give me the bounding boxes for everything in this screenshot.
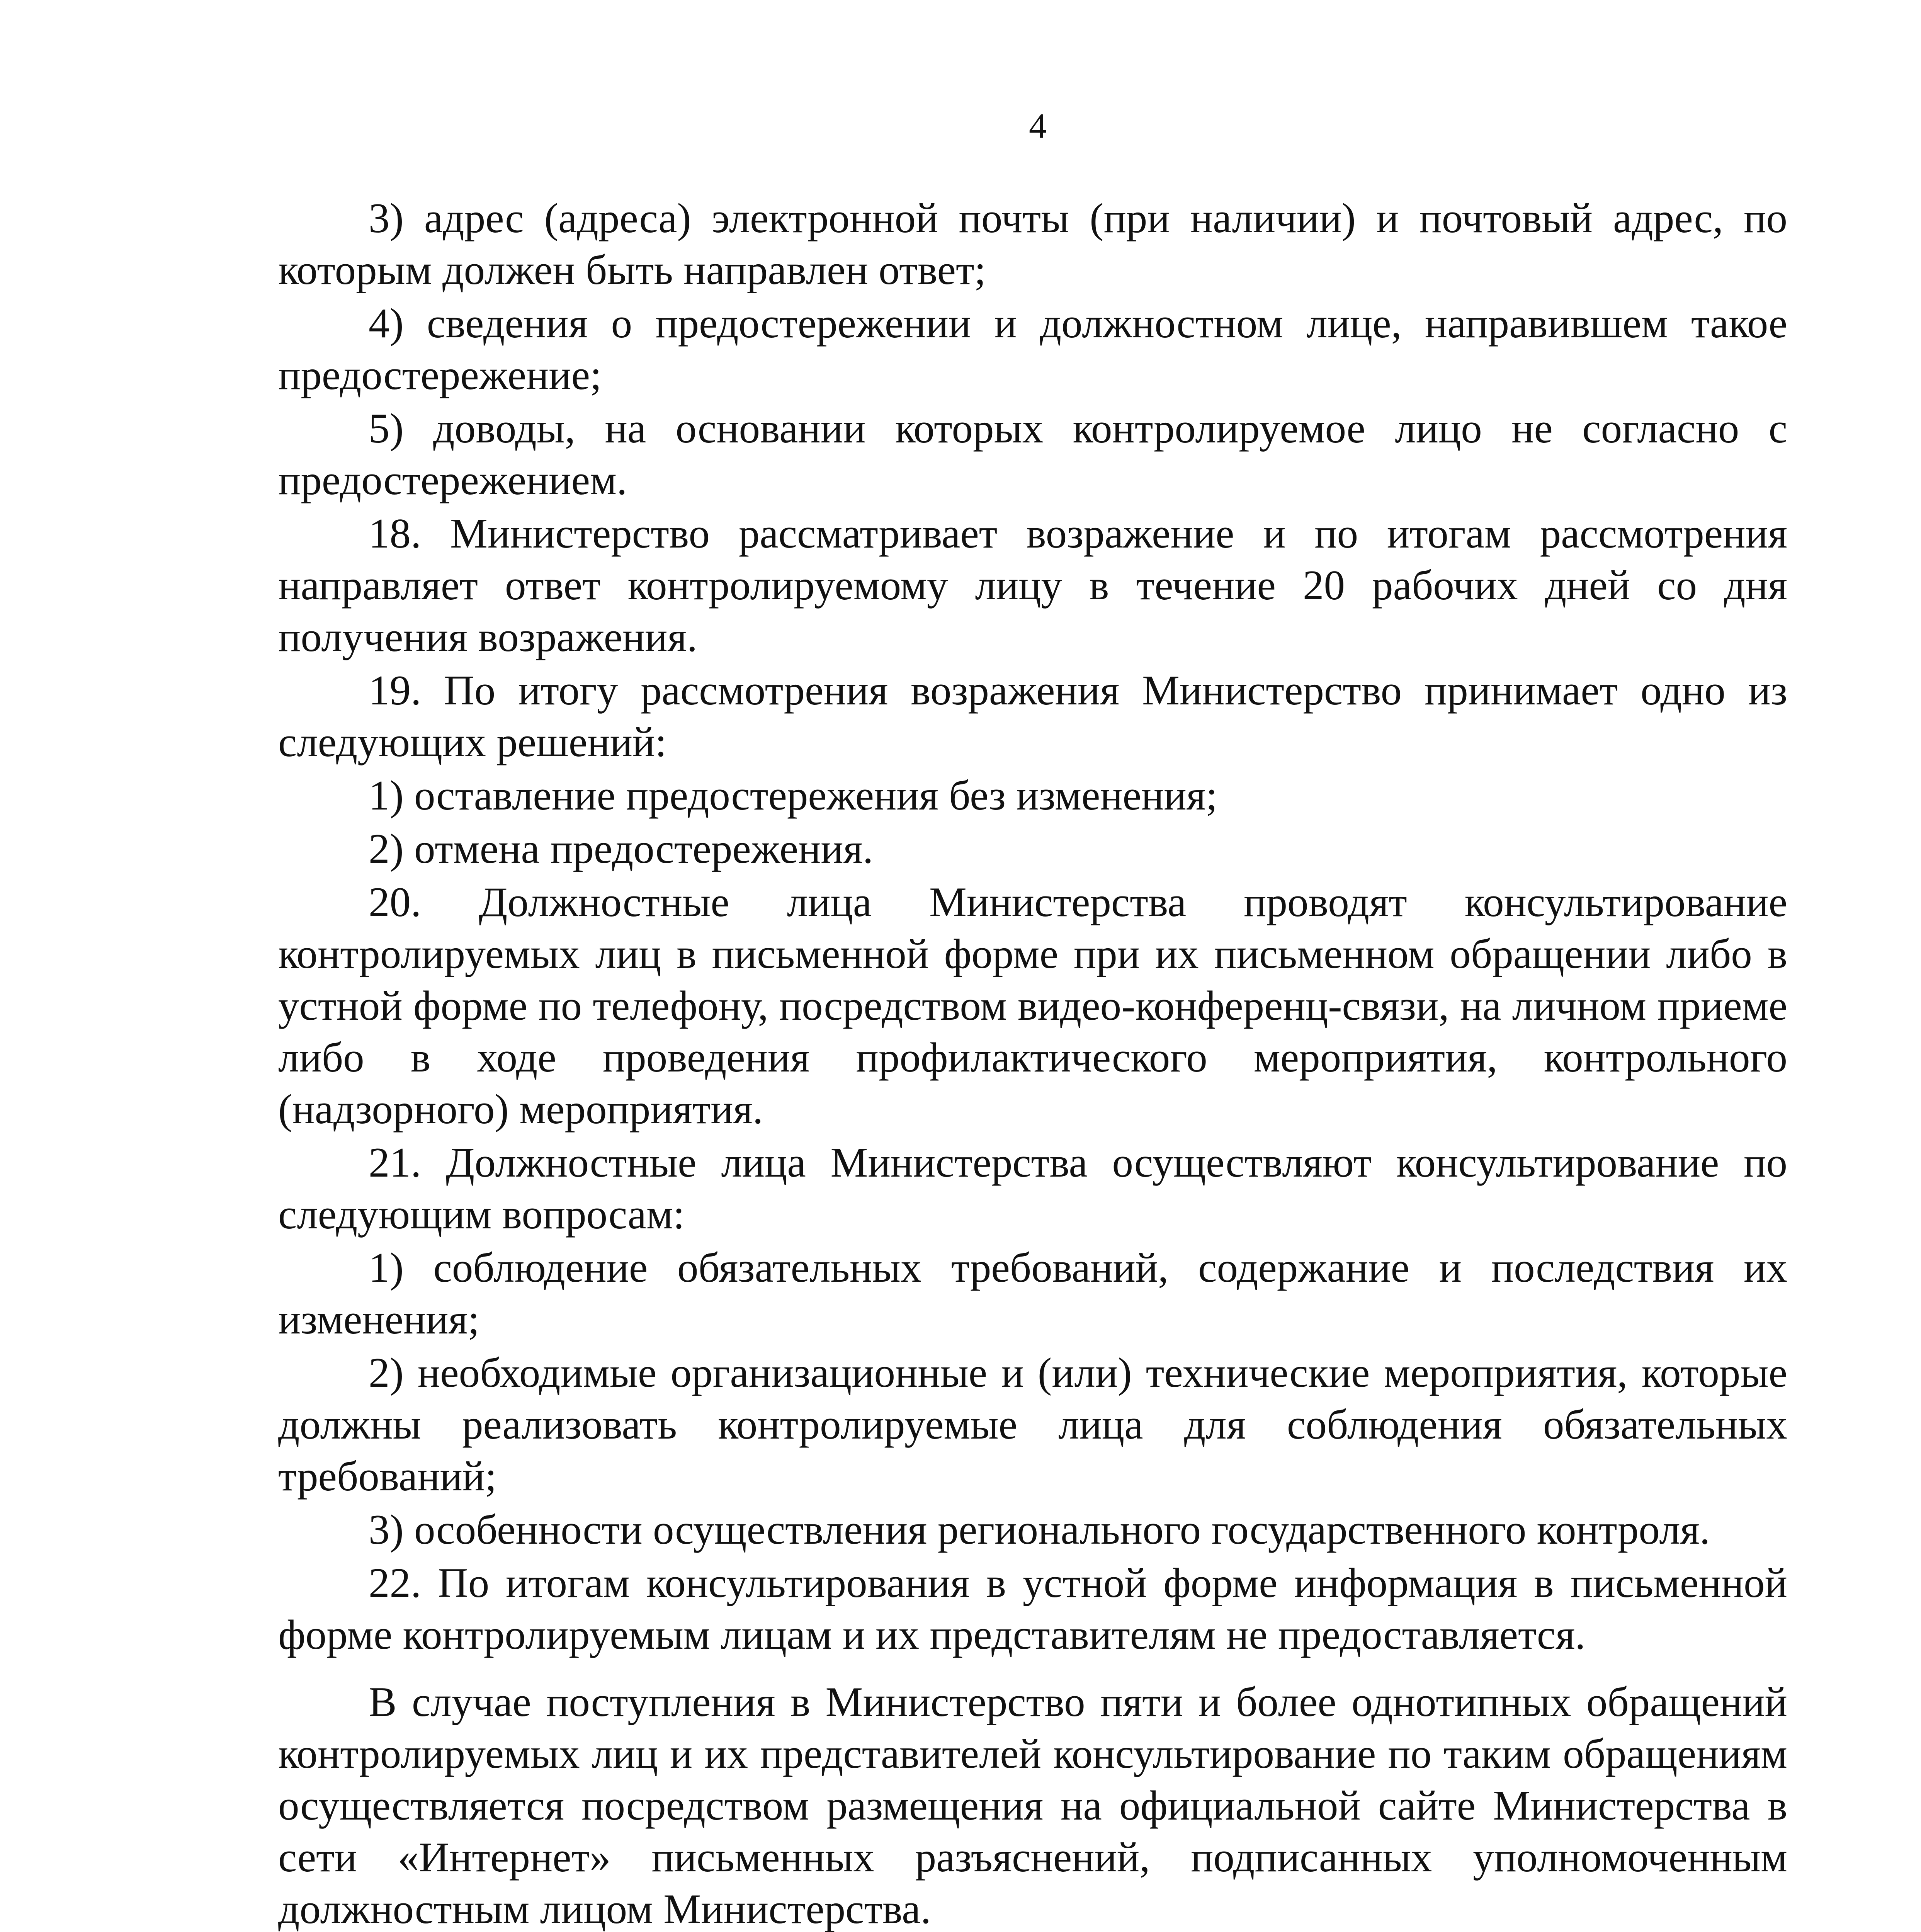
paragraph: В случае поступления в Министерство пяти и более однотипных обращений контролируемых лиц и их представителей консультирование по таким обращениям осуществляется посредством размещения на официальной сайте Министерства в сети «Интернет» письменных разъяснений, подписанных уполномоченным должностным лицом Министерства. — [278, 1679, 1787, 1932]
paragraph: 19. По итогу рассмотрения возражения Министерство принимает одно из следующих решений: — [278, 667, 1787, 765]
paragraph: 1) оставление предостережения без изменения; — [369, 772, 1218, 819]
paragraph: 20. Должностные лица Министерства проводят консультирование контролируемых лиц в письменной форме при их письменном обращении либо в устной форме по телефону, посредством видео-конференц-связи, на личном приеме либо в ходе проведения профилактического мероприятия, контрольного (надзорного) мероприятия. — [278, 879, 1787, 1133]
paragraph: 1) соблюдение обязательных требований, содержание и последствия их изменения; — [278, 1244, 1787, 1343]
paragraph: 3) адрес (адреса) электронной почты (при наличии) и почтовый адрес, по которым должен быть направлен ответ; — [278, 195, 1787, 293]
paragraph: 18. Министерство рассматривает возражение и по итогам рассмотрения направляет ответ контролируемому лицу в течение 20 рабочих дней со дня получения возражения. — [278, 510, 1787, 660]
paragraph: 4) сведения о предостережении и должностном лице, направившем такое предостережение; — [278, 300, 1787, 398]
paragraph: 5) доводы, на основании которых контролируемое лицо не согласно с предостережением. — [278, 405, 1787, 503]
paragraph: 2) необходимые организационные и (или) технические мероприятия, которые должны реализовать контролируемые лица для соблюдения обязательных требований; — [278, 1349, 1787, 1500]
paragraph: 21. Должностные лица Министерства осуществляют консультирование по следующим вопросам: — [278, 1139, 1787, 1238]
page-number: 4 — [1029, 106, 1047, 146]
document-body — [278, 192, 1787, 1932]
paragraph: 22. По итогам консультирования в устной форме информация в письменной форме контролируемым лицам и их представителям не предоставляется. — [278, 1560, 1787, 1658]
paragraph: 2) отмена предостережения. — [369, 825, 874, 872]
paragraph: 3) особенности осуществления регионального государственного контроля. — [369, 1506, 1710, 1553]
